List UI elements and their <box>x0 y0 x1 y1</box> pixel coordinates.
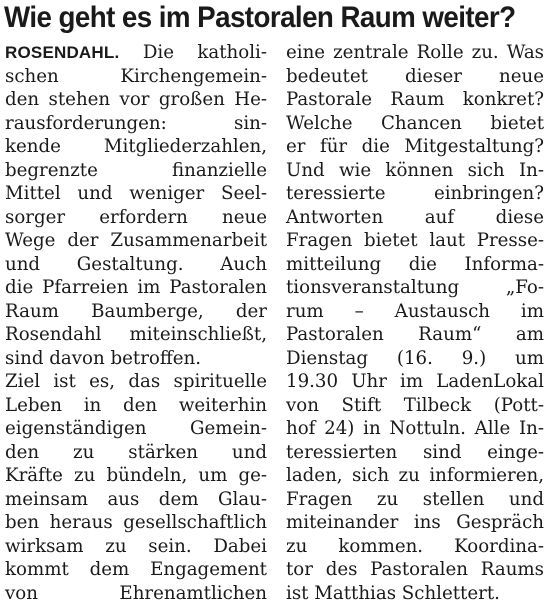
body-line: Pastorale Raum konkret? <box>286 88 544 112</box>
body-line: ben heraus gesellschaftlich <box>5 511 267 535</box>
body-line: und Gestaltung. Auch <box>5 253 267 277</box>
body-line: Wege der Zusammenarbeit <box>5 229 267 253</box>
body-line: meinsam aus dem Glau- <box>5 488 267 512</box>
body-line: von Ehrenamtlichen <box>5 582 267 605</box>
first-line-text: Die katholi- <box>119 42 267 63</box>
body-line: Und wie können sich In- <box>286 159 544 183</box>
article-headline: Wie geht es im Pastoralen Raum weiter? <box>4 0 512 36</box>
body-line: den stehen vor großen He- <box>5 88 267 112</box>
body-line: Fragen bietet laut Presse- <box>286 229 544 253</box>
body-line: wirksam zu sein. Dabei <box>5 535 267 559</box>
body-line: eigenständigen Gemein- <box>5 417 267 441</box>
body-line: den zu stärken und <box>5 441 267 465</box>
body-line: eine zentrale Rolle zu. Was <box>286 41 544 65</box>
body-line: begrenzte finanzielle <box>5 159 267 183</box>
body-line: Pastoralen Raum“ am <box>286 323 544 347</box>
body-line: rum – Austausch im <box>286 300 544 324</box>
body-line: sorger erfordern neue <box>5 206 267 230</box>
body-line: tor des Pastoralen Raums <box>286 558 544 582</box>
body-line: Raum Baumberge, der <box>5 300 267 324</box>
body-line: teressierten sind einge- <box>286 441 544 465</box>
body-line: schen Kirchengemein- <box>5 65 267 89</box>
body-line: mitteilung die Informa- <box>286 253 544 277</box>
body-line: rausforderungen: sin- <box>5 112 267 136</box>
body-line: Antworten auf diese <box>286 206 544 230</box>
dateline: ROSENDAHL. <box>5 43 119 62</box>
body-line: teressierte einbringen? <box>286 182 544 206</box>
body-line: zu kommen. Koordina- <box>286 535 544 559</box>
body-line: ist Matthias Schlettert. <box>286 582 544 605</box>
body-line: Dienstag (16. 9.) um <box>286 347 544 371</box>
body-line: kommt dem Engagement <box>5 558 267 582</box>
body-line: Leben in den weiterhin <box>5 394 267 418</box>
body-line: Welche Chancen bietet <box>286 112 544 136</box>
body-line: bedeutet dieser neue <box>286 65 544 89</box>
body-line: von Stift Tilbeck (Pott- <box>286 394 544 418</box>
body-line: die Pfarreien im Pastoralen <box>5 276 267 300</box>
body-line: Rosendahl miteinschließt, <box>5 323 267 347</box>
body-line: laden, sich zu informieren, <box>286 464 544 488</box>
body-line: sind davon betroffen. <box>5 347 267 371</box>
body-line: er für die Mitgestaltung? <box>286 135 544 159</box>
body-line: tionsveranstaltung „Fo- <box>286 276 544 300</box>
body-line: hof 24) in Nottuln. Alle In- <box>286 417 544 441</box>
body-line: kende Mitgliederzahlen, <box>5 135 267 159</box>
body-line: Kräfte zu bündeln, um ge- <box>5 464 267 488</box>
body-line: Mittel und weniger Seel- <box>5 182 267 206</box>
body-line: Ziel ist es, das spirituelle <box>5 370 267 394</box>
body-line: miteinander ins Gespräch <box>286 511 544 535</box>
article-body-left-column <box>5 41 267 605</box>
article-body-right-column <box>286 41 544 605</box>
body-line: 19.30 Uhr im LadenLokal <box>286 370 544 394</box>
body-line: Fragen zu stellen und <box>286 488 544 512</box>
article-first-line <box>5 41 267 65</box>
